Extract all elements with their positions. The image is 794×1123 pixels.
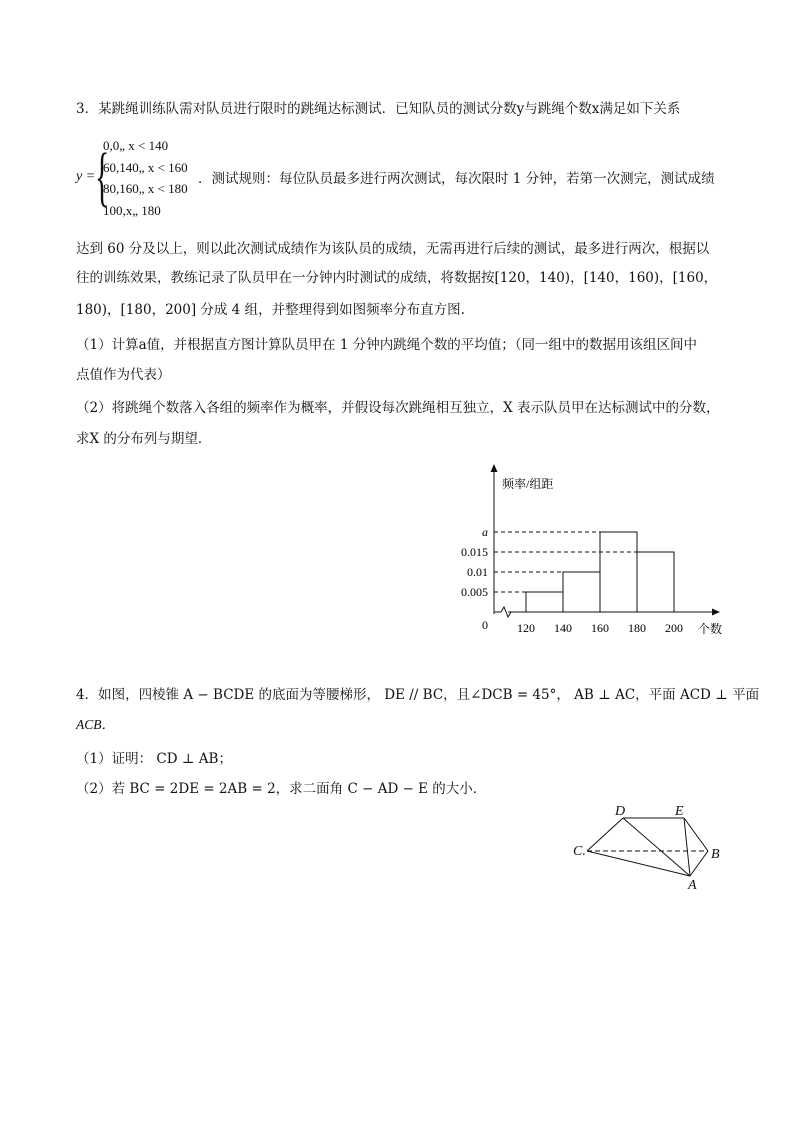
- q3-line3: 达到 60 分及以上，则以此次测试成绩作为该队员的成绩，无需再进行后续的测试，最多进行两次，根据以: [76, 241, 710, 257]
- y-tick-label-3: 0.015: [461, 545, 488, 559]
- q3-part2-line2: 求X 的分布列与期望．: [76, 431, 212, 447]
- y-tick-label-4: a: [482, 525, 488, 539]
- edge-DA: [623, 818, 690, 876]
- origin-label: 0: [482, 618, 488, 632]
- x-tick-label-2: 140: [554, 621, 572, 635]
- q3-intro: 3．某跳绳训练队需对队员进行限时的跳绳达标测试．已知队员的测试分数y与跳绳个数x满足如下关系: [76, 101, 681, 117]
- edge-BA: [690, 851, 708, 876]
- piecewise-brace: {: [95, 140, 110, 213]
- q4-part1: （1）证明： CD ⊥ AB；: [76, 751, 232, 767]
- q3-line5: 180)，[180，200] 分成 4 组，并整理得到如图频率分布直方图.: [76, 302, 465, 318]
- y-tick-label-1: 0.005: [461, 585, 488, 599]
- vertex-label-E: E: [675, 804, 684, 819]
- q4-intro: 4．如图，四棱锥 A − BCDE 的底面为等腰梯形， DE // BC，且∠DCB = 45°， AB ⊥ AC，平面 ACD ⊥ 平面: [76, 687, 760, 703]
- vertex-label-D: D: [615, 804, 626, 819]
- q3-line4: 往的训练效果，教练记录了队员甲在一分钟内时测试的成绩，将数据按[120，140)，[140，160)，[160，: [76, 270, 718, 286]
- y-tick-label-2: 0.01: [467, 565, 488, 579]
- edge-CA: [587, 851, 690, 876]
- q3-y-equals: y =: [76, 169, 96, 184]
- x-tick-label-1: 120: [517, 621, 535, 635]
- vertex-label-B: B: [711, 847, 720, 862]
- vertex-label-C: C.: [573, 844, 586, 859]
- piecewise-case-2: 60,140„ x < 160: [103, 160, 188, 175]
- x-tick-label-5: 200: [665, 621, 683, 635]
- q3-part1-line1: （1）计算a值，并根据直方图计算队员甲在 1 分钟内跳绳个数的平均值；（同一组中的数据用该组区间中: [76, 337, 698, 353]
- vertex-label-A: A: [688, 878, 697, 893]
- piecewise-case-1: 0,0„ x < 140: [103, 138, 169, 153]
- q4-intro-line2: ACB．: [76, 717, 115, 732]
- y-axis-label: 频率/组距: [502, 477, 554, 491]
- q3-part2-line1: （2）将跳绳个数落入各组的频率作为概率，并假设每次跳绳相互独立，X 表示队员甲在达标测试中的分数，: [76, 400, 720, 416]
- q3-part1-line2: 点值作为代表）: [76, 367, 171, 383]
- edge-EA: [684, 818, 690, 876]
- x-axis-label: 个数: [698, 622, 723, 636]
- edge-EB: [684, 818, 708, 851]
- q4-part2: （2）若 BC = 2DE = 2AB = 2，求二面角 C − AD − E 的大小．: [76, 781, 487, 797]
- x-tick-label-3: 160: [591, 621, 609, 635]
- q3-rule: ．测试规则：每位队员最多进行两次测试，每次限时 1 分钟，若第一次测完，测试成绩: [198, 171, 715, 187]
- x-tick-label-4: 180: [628, 621, 646, 635]
- piecewise-case-3: 80,160„ x < 180: [103, 181, 188, 196]
- edge-CD: [587, 818, 623, 851]
- piecewise-case-4: 100,x„ 180: [103, 203, 161, 218]
